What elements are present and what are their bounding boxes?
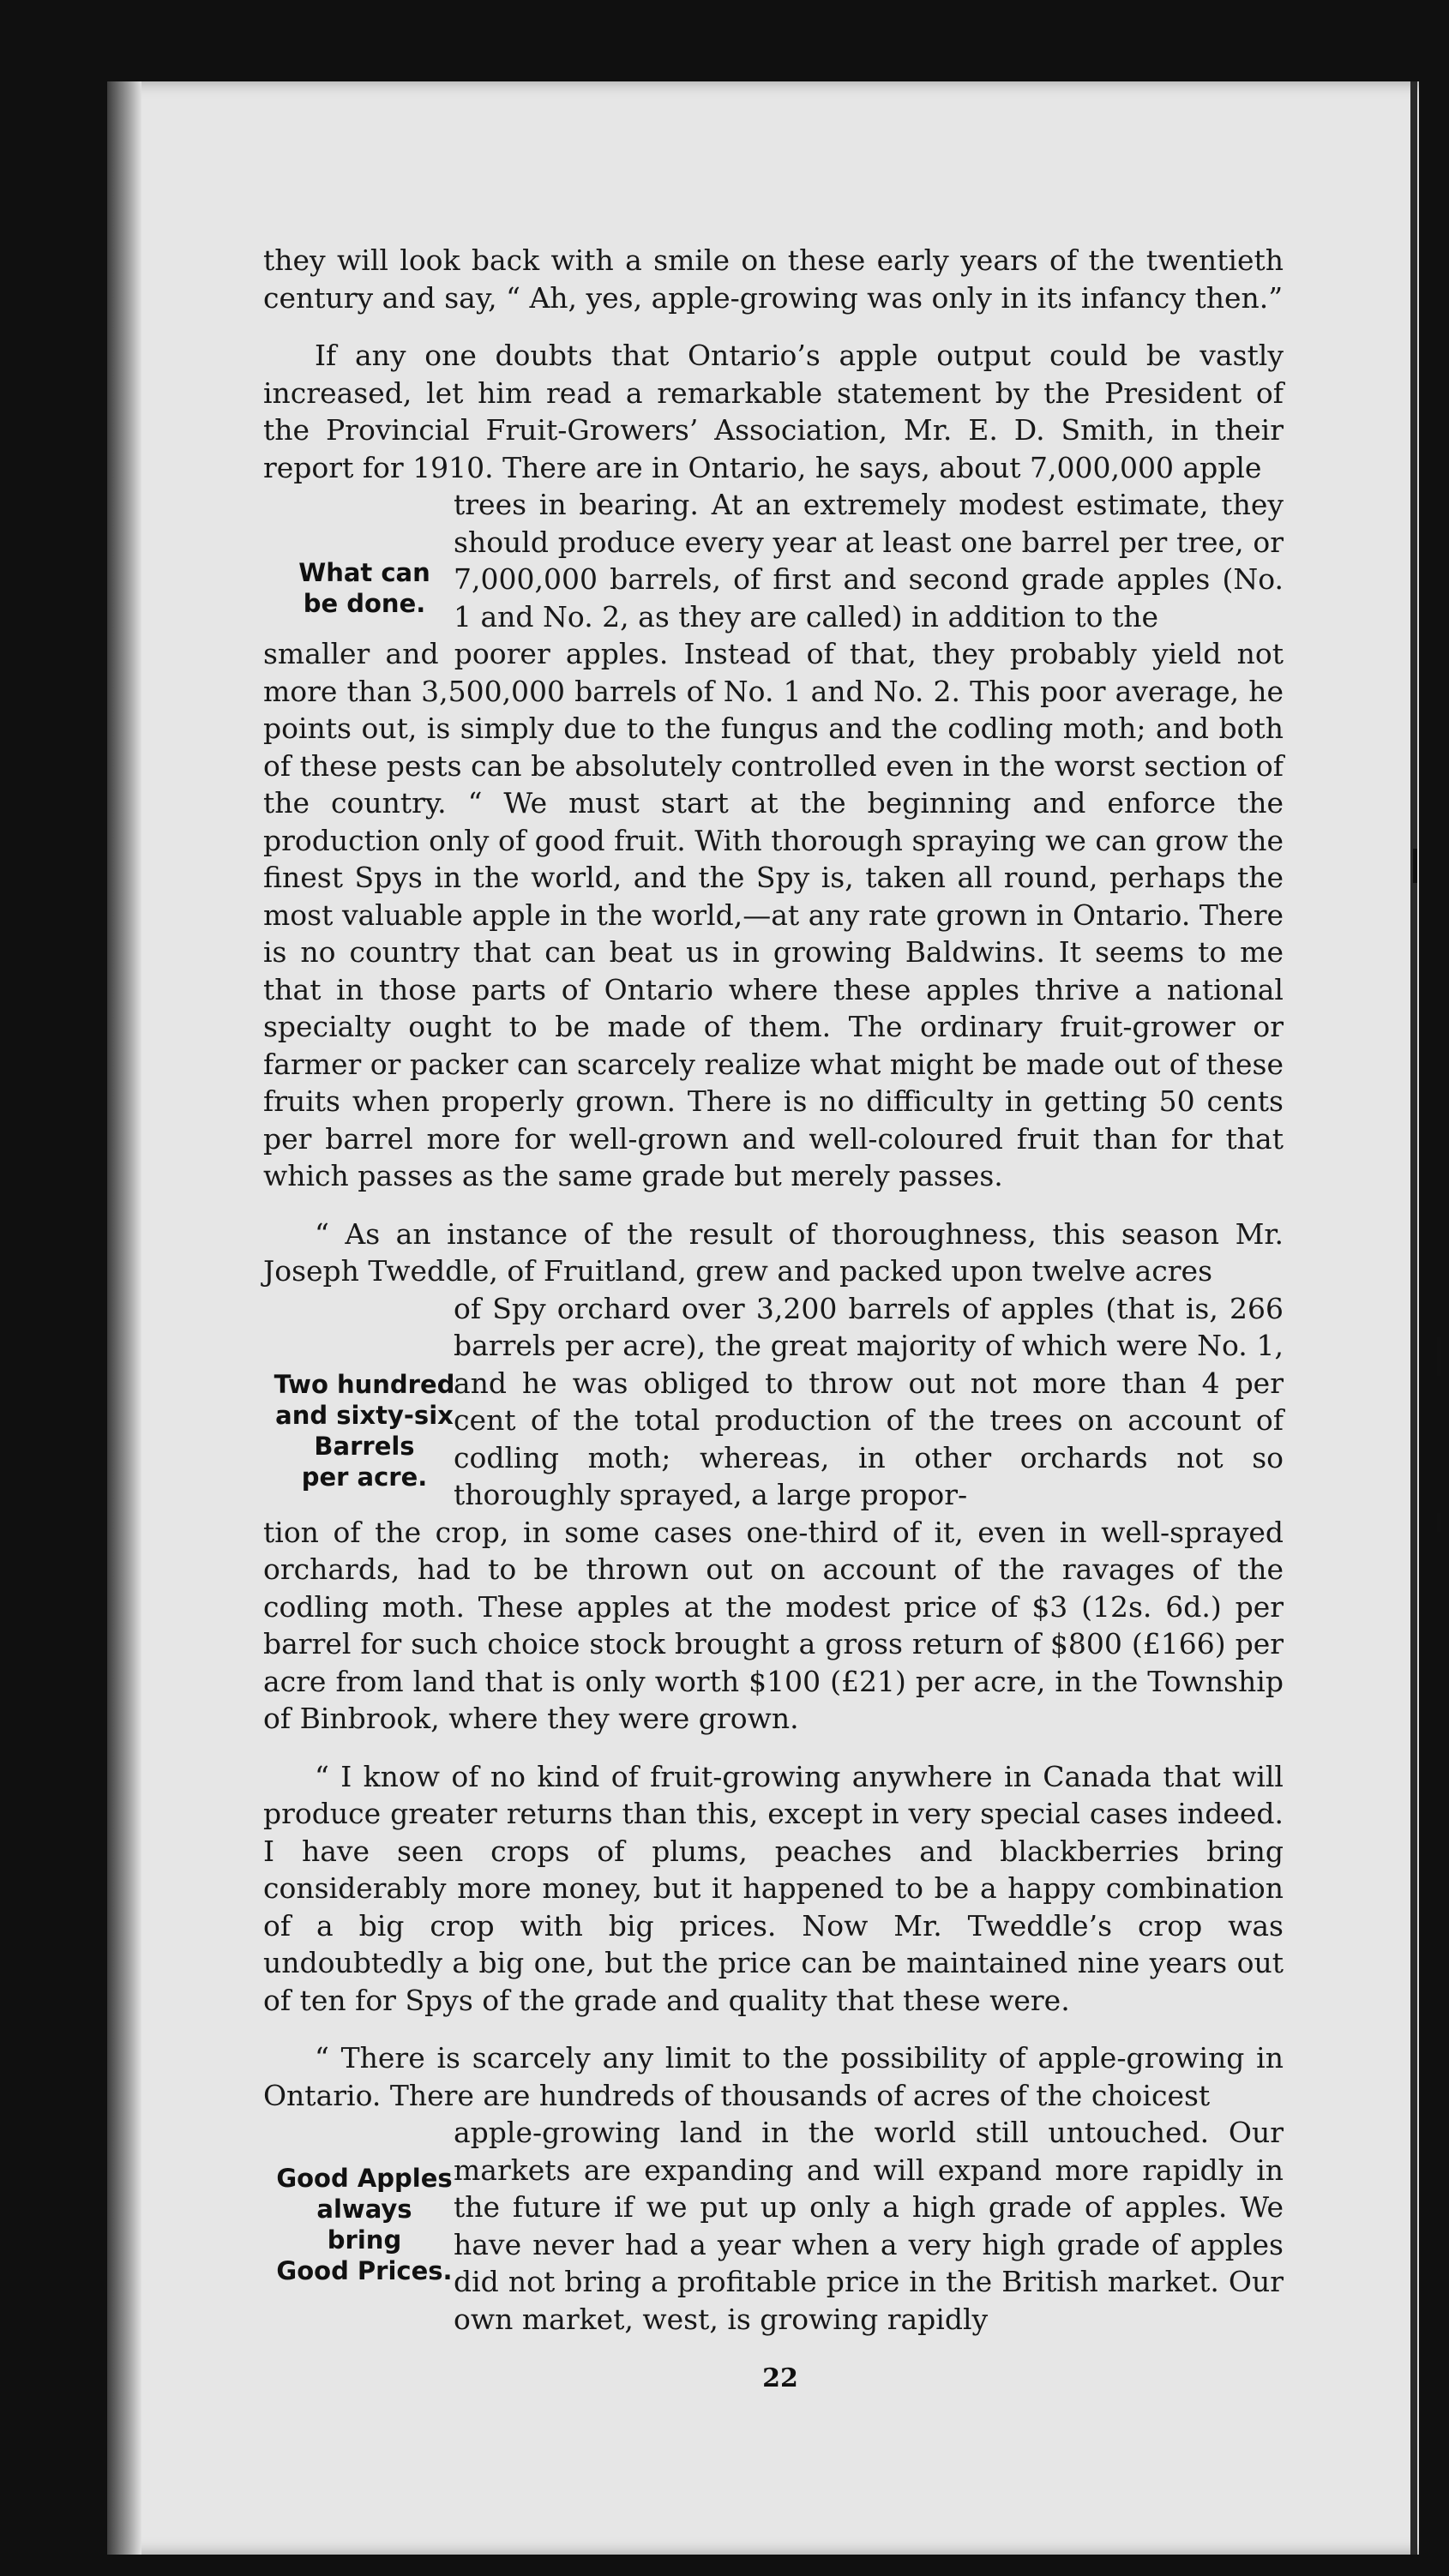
paragraph-3-end: tion of the crop, in some cases one-third of it, even in well-sprayed orchards, had to be thrown out on account of the ravages of the codling moth. These apples at the modest price of $3 (12s. 6d.) per barrel for such choice stock brought a gross return of $800 (£166) per acre from land that is only worth $100 (£21) per acre, in the Township of Binbrook, where they were grown. [263,1515,1284,1735]
sidenote-line: Barrels [314,1432,415,1461]
sidenote-what-can-be-done [257,557,472,619]
scan-mark [1413,849,1417,883]
scan-mark [1437,1513,1441,1532]
paragraph-4: “ I know of no kind of fruit-growing anywhere in Canada that will produce greater returns than this, except in very special cases indeed. I have seen crops of plums, peaches and blackberries bring considerably more money, but it happened to be a happy combination of a big crop with big prices. Now Mr. Tweddle’s crop was undoubtedly a big one, but the price can be maintained nine years out of ten for Spys of the grade and quality that these were. [263,1759,1284,2017]
sidenote-line: be done. [303,589,426,618]
paragraph-2-end: smaller and poorer apples. Instead of that, they probably yield not more than 3,500,000 barrels of No. 1 and No. 2. This poor average, he points out, is simply due to the fungus and the codling moth; and both of these pests can be absolutely controlled even in the worst section of the country. “ We must start at the beginning and enforce the production only of good fruit. With thorough spraying we can grow the finest Spys in the world, and the Spy is, taken all round, perhaps the most valuable apple in the world,—at any rate grown in Ontario. There is no country that can beat us in growing Baldwins. It seems to me that in those parts of Ontario where these apples thrive a national specialty ought to be made of them. The ordinary fruit-grower or farmer or packer can scarcely realize what might be made out of these fruits when properly grown. There is no difficulty in getting 50 cents per barrel more for well-grown and well-coloured fruit than for that which passes as the same grade but merely passes. [263,637,1284,1192]
sidenote-two-hundred [257,1369,472,1492]
text-block-1 [263,242,1284,2338]
page-binding [107,81,141,2555]
sidenote-line: What can [298,558,430,587]
sidenote-line: Two hundred [274,1370,455,1399]
paragraph-3-wrapped: of Spy orchard over 3,200 barrels of apples (that is, 266 barrels per acre), the great majority of which were No. 1, and he was obliged to throw out not more than 4 per cent of the total production of the trees on account of codling moth; whereas, in other orchards not so thoroughly sprayed, a large propor- [454,1291,1284,1511]
page-number: 22 [762,2363,798,2393]
sidenote-line: Good Apples [276,2164,453,2193]
paragraph-3-start: “ As an instance of the result of thoroughness, this season Mr. Joseph Tweddle, of Fruitland, grew and packed upon twelve acres [263,1216,1284,1288]
paragraph-2-start: If any one doubts that Ontario’s apple output could be vastly increased, let him read a remarkable statement by the President of the Provincial Fruit-Growers’ Association, Mr. E. D. Smith, in their report for 1910. There are in Ontario, he says, about 7,000,000 apple [263,339,1284,484]
page-edge [1410,81,1417,2555]
paragraph-1: they will look back with a smile on these early years of the twentieth century and say, “ Ah, yes, apple-growing was only in its infancy then.” [263,243,1284,315]
sidenote-line: and sixty-six [275,1401,454,1430]
sidenote-line: bring [327,2225,402,2255]
sidenote-good-apples [257,2163,472,2286]
scan-mark [1437,1337,1441,1376]
sidenote-line: per acre. [301,1462,428,1492]
paragraph-5-start: “ There is scarcely any limit to the possibility of apple-growing in Ontario. There are hundreds of thousands of acres of the choicest [263,2041,1284,2112]
sidenote-line: Good Prices. [276,2256,453,2285]
paragraph-2-wrapped: trees in bearing. At an extremely modest estimate, they should produce every year at least one barrel per tree, or 7,000,000 barrels, of first and second grade apples (No. 1 and No. 2, as they are called) in addition to the [454,488,1284,633]
paragraph-5-wrapped: apple-growing land in the world still untouched. Our markets are expanding and will expand more rapidly in the future if we put up only a high grade of apples. We have never had a year when a very high grade of apples did not bring a profitable price in the British market. Our own market, west, is growing rapidly [454,2116,1284,2336]
sidenote-line: always [316,2195,412,2224]
